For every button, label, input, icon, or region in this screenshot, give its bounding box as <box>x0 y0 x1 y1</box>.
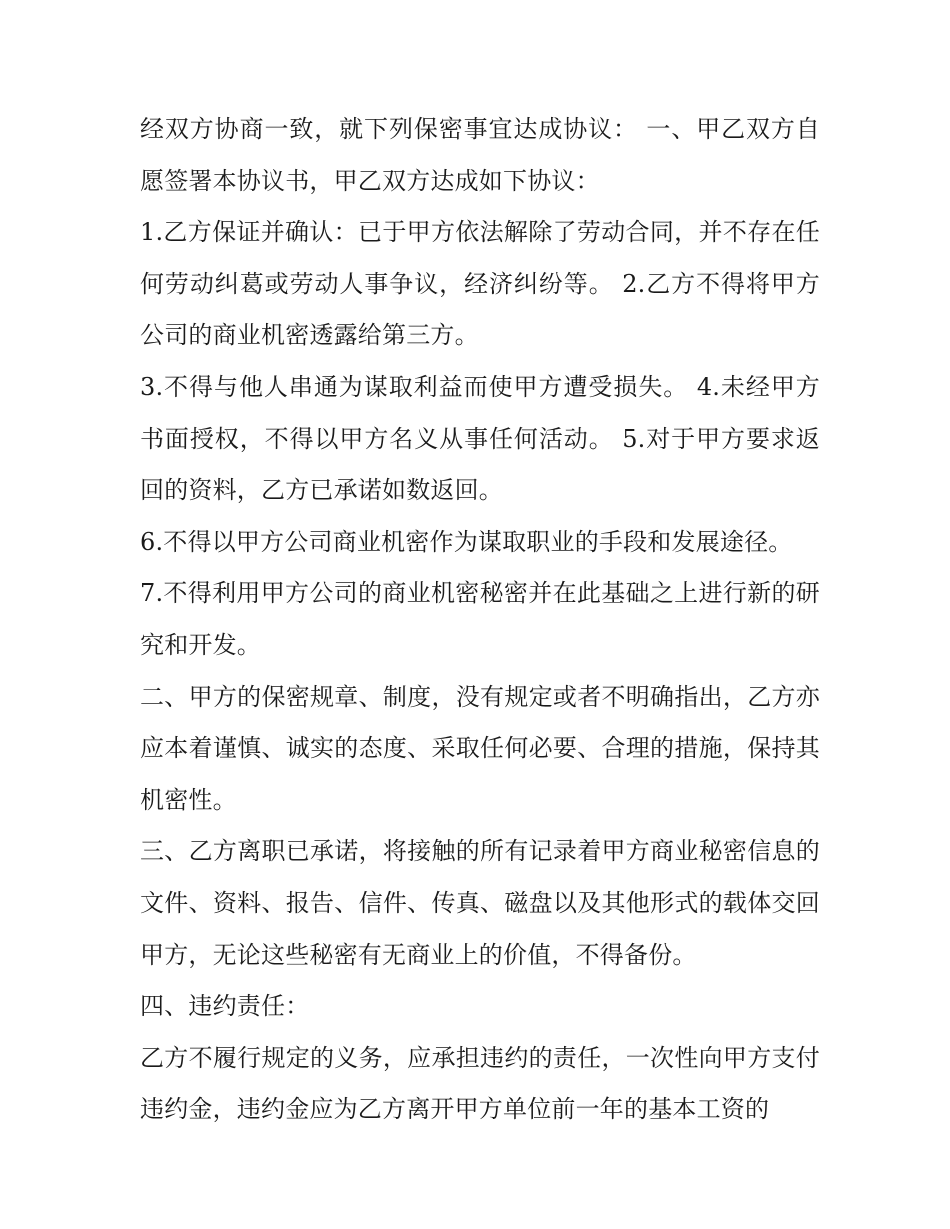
paragraph-agreement-intro: 经双方协商一致，就下列保密事宜达成协议： 一、甲乙双方自愿签署本协议书，甲乙双方达成如下协议： <box>140 115 820 195</box>
paragraph-clauses-1-2: 1.乙方保证并确认：已于甲方依法解除了劳动合同，并不存在任何劳动纠葛或劳动人事争议，经济纠纷等。 2.乙方不得将甲方公司的商业机密透露给第三方。 <box>140 218 820 350</box>
paragraph-breach-liability: 乙方不履行规定的义务，应承担违约的责任，一次性向甲方支付违约金，违约金应为乙方离开甲方单位前一年的基本工资的 <box>140 1043 820 1124</box>
paragraph-section-two: 二、甲方的保密规章、制度，没有规定或者不明确指出，乙方亦应本着谨慎、诚实的态度、采取任何必要、合理的措施，保持其机密性。 <box>140 682 820 814</box>
heading-section-four: 四、违约责任： <box>140 992 310 1021</box>
paragraph-section-three: 三、乙方离职已承诺，将接触的所有记录着甲方商业秘密信息的文件、资料、报告、信件、传真、磁盘以及其他形式的载体交回甲方，无论这些秘密有无商业上的价值，不得备份。 <box>140 837 820 969</box>
paragraph-clause-7: 7.不得利用甲方公司的商业机密秘密并在此基础之上进行新的研究和开发。 <box>140 579 820 659</box>
document-body <box>140 104 820 1136</box>
paragraph-clause-6: 6.不得以甲方公司商业机密作为谋取职业的手段和发展途径。 <box>140 527 793 556</box>
paragraph-clauses-3-5: 3.不得与他人串通为谋取利益而使甲方遭受损失。 4.未经甲方书面授权，不得以甲方名义从事任何活动。 5.对于甲方要求返回的资料，乙方已承诺如数返回。 <box>140 372 820 505</box>
